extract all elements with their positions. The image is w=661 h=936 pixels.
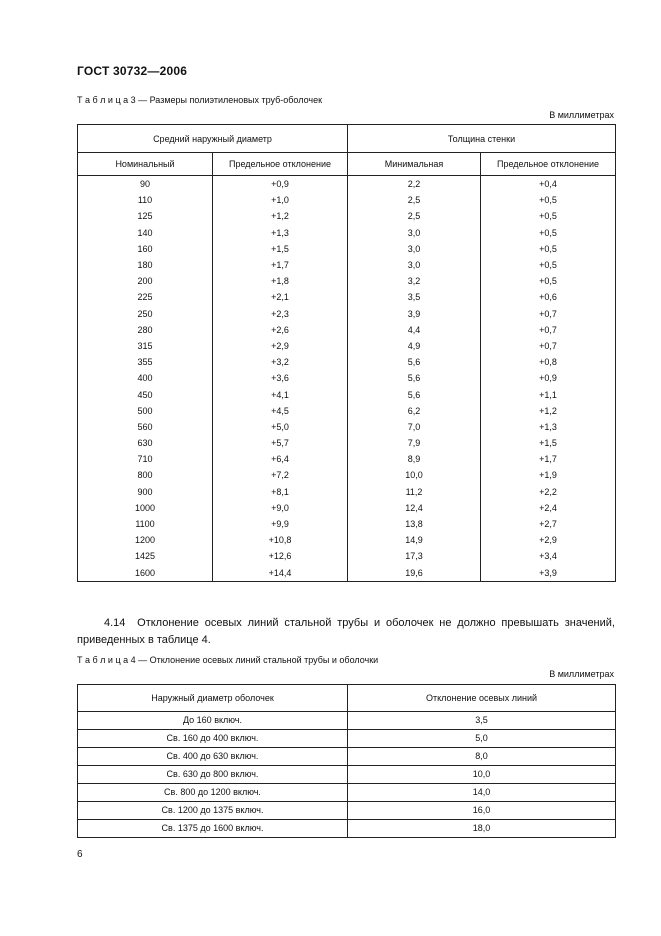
table-cell: +1,2 <box>481 403 616 419</box>
table-cell: +0,4 <box>481 176 616 193</box>
table-cell: +5,7 <box>213 435 348 451</box>
table-cell: 3,0 <box>348 257 481 273</box>
table-cell: 630 <box>78 435 213 451</box>
table-row <box>78 467 616 483</box>
table-cell: 3,2 <box>348 273 481 289</box>
table-cell: Св. 1200 до 1375 включ. <box>78 802 348 820</box>
table-row <box>78 451 616 467</box>
table3-col-minimal: Минимальная <box>348 153 481 176</box>
table-cell: +10,8 <box>213 532 348 548</box>
table-row <box>78 784 616 802</box>
table-cell: 18,0 <box>348 820 616 838</box>
table-cell: +1,3 <box>213 225 348 241</box>
table-row <box>78 802 616 820</box>
table3-col-diameter-deviation: Предельное отклонение <box>213 153 348 176</box>
table-cell: 225 <box>78 289 213 305</box>
table-cell: 500 <box>78 403 213 419</box>
table-cell: 7,9 <box>348 435 481 451</box>
table-cell: 2,5 <box>348 208 481 224</box>
table4-body <box>78 712 616 838</box>
table-cell: +0,5 <box>481 225 616 241</box>
table-row <box>78 176 616 193</box>
table-cell: +0,7 <box>481 338 616 354</box>
table-row <box>78 548 616 564</box>
table-cell: +1,5 <box>481 435 616 451</box>
table-cell: +4,1 <box>213 386 348 402</box>
table-cell: 4,4 <box>348 322 481 338</box>
table-row <box>78 354 616 370</box>
table-cell: 250 <box>78 306 213 322</box>
table-cell: 90 <box>78 176 213 193</box>
table-row <box>78 322 616 338</box>
table-cell: 8,0 <box>348 748 616 766</box>
table-row <box>78 419 616 435</box>
table-cell: +3,9 <box>481 565 616 582</box>
table-cell: 17,3 <box>348 548 481 564</box>
table-cell: 450 <box>78 386 213 402</box>
table-cell: Св. 160 до 400 включ. <box>78 730 348 748</box>
table-cell: +3,6 <box>213 370 348 386</box>
table3-caption: Т а б л и ц а 3 — Размеры полиэтиленовых труб-оболочек <box>77 95 323 105</box>
table-cell: +0,5 <box>481 192 616 208</box>
page-number: 6 <box>77 849 83 860</box>
table-row <box>78 289 616 305</box>
table-row <box>78 820 616 838</box>
table-row <box>78 403 616 419</box>
table3-group-header-diameter: Средний наружный диаметр <box>78 125 348 153</box>
table-cell: +1,9 <box>481 467 616 483</box>
table-cell: 5,6 <box>348 370 481 386</box>
table-cell: 710 <box>78 451 213 467</box>
table-row <box>78 532 616 548</box>
table-cell: +6,4 <box>213 451 348 467</box>
table-row <box>78 241 616 257</box>
table-cell: +12,6 <box>213 548 348 564</box>
table-row <box>78 712 616 730</box>
table-cell: 2,2 <box>348 176 481 193</box>
table-row <box>78 192 616 208</box>
paragraph-text: Отклонение осевых линий стальной трубы и оболочек не должно превышать значений, приведенных в таблице 4. <box>77 617 615 646</box>
table-cell: +14,4 <box>213 565 348 582</box>
table-cell: 14,0 <box>348 784 616 802</box>
table4-caption: Т а б л и ц а 4 — Отклонение осевых линий стальной трубы и оболочки <box>77 655 379 665</box>
table-cell: 4,9 <box>348 338 481 354</box>
table-row <box>78 748 616 766</box>
table-cell: +2,7 <box>481 516 616 532</box>
table-cell: +5,0 <box>213 419 348 435</box>
table-cell: Св. 400 до 630 включ. <box>78 748 348 766</box>
table-cell: 13,8 <box>348 516 481 532</box>
table-cell: 14,9 <box>348 532 481 548</box>
table-cell: 7,0 <box>348 419 481 435</box>
table-row <box>78 273 616 289</box>
table-cell: +0,7 <box>481 306 616 322</box>
table-cell: 280 <box>78 322 213 338</box>
table-row <box>78 386 616 402</box>
table-cell: +1,3 <box>481 419 616 435</box>
table-row <box>78 730 616 748</box>
table-row <box>78 338 616 354</box>
table-cell: 400 <box>78 370 213 386</box>
table-cell: 355 <box>78 354 213 370</box>
table-cell: 160 <box>78 241 213 257</box>
table-cell: +2,9 <box>481 532 616 548</box>
table-row <box>78 306 616 322</box>
table-row <box>78 257 616 273</box>
table-cell: +0,9 <box>213 176 348 193</box>
paragraph-number: 4.14 <box>104 617 126 629</box>
table-cell: 140 <box>78 225 213 241</box>
table-cell: +0,5 <box>481 257 616 273</box>
table-row <box>78 370 616 386</box>
table-row <box>78 500 616 516</box>
table-cell: 3,5 <box>348 712 616 730</box>
table-cell: +0,6 <box>481 289 616 305</box>
table-cell: 5,0 <box>348 730 616 748</box>
table-cell: До 160 включ. <box>78 712 348 730</box>
table-cell: 5,6 <box>348 386 481 402</box>
table3-body <box>78 176 616 582</box>
table-cell: +1,8 <box>213 273 348 289</box>
table-cell: 1425 <box>78 548 213 564</box>
table-cell: +0,8 <box>481 354 616 370</box>
table-row <box>78 435 616 451</box>
table-cell: +1,5 <box>213 241 348 257</box>
table-cell: +9,0 <box>213 500 348 516</box>
table-cell: +2,4 <box>481 500 616 516</box>
table-cell: +2,3 <box>213 306 348 322</box>
table-cell: 200 <box>78 273 213 289</box>
table-cell: 1000 <box>78 500 213 516</box>
table-cell: +4,5 <box>213 403 348 419</box>
table-cell: +0,5 <box>481 273 616 289</box>
table-cell: 6,2 <box>348 403 481 419</box>
table-cell: +0,7 <box>481 322 616 338</box>
table-cell: 3,5 <box>348 289 481 305</box>
table-cell: +0,5 <box>481 241 616 257</box>
table-cell: 11,2 <box>348 484 481 500</box>
table-cell: 110 <box>78 192 213 208</box>
table-cell: +0,9 <box>481 370 616 386</box>
table-cell: 800 <box>78 467 213 483</box>
table-cell: +1,1 <box>481 386 616 402</box>
table-cell: 10,0 <box>348 467 481 483</box>
document-header: ГОСТ 30732—2006 <box>77 64 188 78</box>
table-cell: 1600 <box>78 565 213 582</box>
table-cell: 8,9 <box>348 451 481 467</box>
table-cell: +7,2 <box>213 467 348 483</box>
table-cell: +0,5 <box>481 208 616 224</box>
table-cell: Св. 800 до 1200 включ. <box>78 784 348 802</box>
table-row <box>78 516 616 532</box>
table-cell: 3,0 <box>348 241 481 257</box>
table-cell: +8,1 <box>213 484 348 500</box>
table-cell: +1,7 <box>213 257 348 273</box>
table-cell: 3,0 <box>348 225 481 241</box>
table-row <box>78 484 616 500</box>
table3-col-wall-deviation: Предельное отклонение <box>481 153 616 176</box>
table-cell: +1,7 <box>481 451 616 467</box>
table4 <box>77 684 616 838</box>
paragraph-4-14 <box>77 615 615 649</box>
table-row <box>78 565 616 582</box>
table-row <box>78 225 616 241</box>
table-cell: Св. 1375 до 1600 включ. <box>78 820 348 838</box>
table3 <box>77 124 616 582</box>
table-cell: +1,2 <box>213 208 348 224</box>
table-cell: +3,2 <box>213 354 348 370</box>
table-cell: 900 <box>78 484 213 500</box>
table-row <box>78 208 616 224</box>
table-cell: +2,6 <box>213 322 348 338</box>
table4-col-deviation: Отклонение осевых линий <box>348 685 616 712</box>
table-cell: 2,5 <box>348 192 481 208</box>
table3-col-nominal: Номинальный <box>78 153 213 176</box>
table-cell: 1100 <box>78 516 213 532</box>
table4-col-diameter: Наружный диаметр оболочек <box>78 685 348 712</box>
table-cell: 16,0 <box>348 802 616 820</box>
table-cell: 125 <box>78 208 213 224</box>
table-cell: 560 <box>78 419 213 435</box>
table-row <box>78 766 616 784</box>
table3-group-header-wall: Толщина стенки <box>348 125 616 153</box>
table-cell: +9,9 <box>213 516 348 532</box>
table-cell: +1,0 <box>213 192 348 208</box>
table4-units: В миллиметрах <box>549 669 614 679</box>
table-cell: Св. 630 до 800 включ. <box>78 766 348 784</box>
table-cell: +2,9 <box>213 338 348 354</box>
table-cell: +2,2 <box>481 484 616 500</box>
table-cell: +3,4 <box>481 548 616 564</box>
table-cell: 3,9 <box>348 306 481 322</box>
table-cell: 1200 <box>78 532 213 548</box>
table-cell: 5,6 <box>348 354 481 370</box>
table-cell: +2,1 <box>213 289 348 305</box>
table-cell: 12,4 <box>348 500 481 516</box>
table-cell: 315 <box>78 338 213 354</box>
table3-units: В миллиметрах <box>549 110 614 120</box>
table-cell: 180 <box>78 257 213 273</box>
table-cell: 10,0 <box>348 766 616 784</box>
table-cell: 19,6 <box>348 565 481 582</box>
